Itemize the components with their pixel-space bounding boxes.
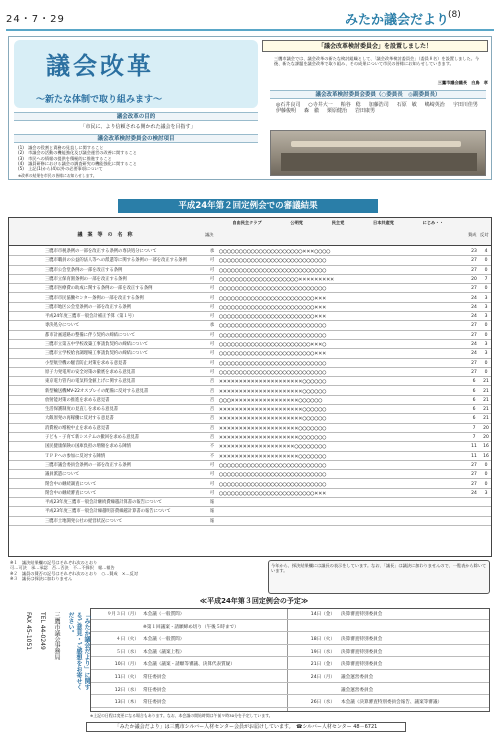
yes-count: 20: [471, 276, 477, 282]
member-votes: ○○○○○○○○○○○○○○○○○○○○○○○○×××: [219, 303, 327, 311]
member-votes: ×××××××××××××××××××××○○○○○○: [219, 406, 327, 414]
members-heading: 議会改革検討委員会委員（○委員長 ◎副委員長）: [270, 90, 486, 99]
member-votes: ○○○×××××××××××××××××○○○○○○: [219, 396, 323, 404]
resolution-mark: 否: [209, 425, 215, 431]
schedule-event: 常任委員会: [143, 675, 166, 680]
schedule-date: 13日（木）: [114, 700, 139, 706]
schedule-event: 議会運営委員会: [341, 675, 374, 680]
resolution-mark: 可: [209, 267, 215, 273]
member-votes: ××××××××××××××××××××○○○○○○○: [219, 424, 327, 432]
voting-row: [9, 507, 491, 516]
yes-count: 24: [471, 342, 477, 347]
voting-row: [9, 470, 491, 479]
items-list-item: (1) 議会の役割と責務の見直しに関すること: [18, 145, 104, 150]
yes-count: 27: [471, 462, 477, 468]
items-note: ※改革の結果を市民の皆様にお知らせします。: [18, 173, 97, 178]
resolution-mark: 否: [209, 416, 215, 422]
party-headers: [218, 220, 458, 225]
voting-row: [9, 387, 491, 396]
committee-announcement-title: 「議会改革検討委員会」を設置しました！: [262, 40, 488, 52]
schedule-row: [91, 699, 489, 708]
items-heading: 議会改革検討委員会の検討項目: [14, 134, 258, 143]
resolution-mark: 不: [209, 444, 215, 450]
member-votes: ○○○○○○○○○○○○○○○○○○○○○○○×××○: [219, 341, 327, 348]
contact-panel: [22, 612, 90, 694]
page-number: (8): [448, 10, 461, 20]
member-name: 加藤浩司: [368, 102, 389, 108]
member-votes: ○○○○○○○○○○○○○○○○○○○○○○○○○○○: [219, 359, 327, 367]
member-votes: ○○○○○○○○○○○○○○○○○○○○○○○○×××: [219, 313, 327, 321]
no-count: 20: [483, 425, 489, 431]
committee-announcement-body: 三鷹市議会では、議会改革の新たな検討組織として、「議会改革検討委員会」（委員８名）を設置しました。今後、新たな課題を議会改革で取り組み、その成果について市民の皆様にお知らせしていきます。: [274, 56, 480, 67]
yes-count: 6: [472, 407, 476, 413]
bill-name: 東京電力管内の電気料金値上げに関する意見書: [45, 379, 136, 385]
party-label: 日本共産党: [373, 220, 394, 225]
voting-row: [9, 442, 491, 451]
yes-count: 7: [472, 435, 476, 440]
voting-row: [9, 321, 491, 330]
no-count: 0: [484, 323, 488, 329]
schedule-row: [91, 624, 489, 633]
voting-row: [9, 414, 491, 423]
voting-row: [9, 256, 491, 265]
no-count: 0: [484, 472, 488, 478]
voting-row: [9, 424, 491, 433]
no-count: 3: [484, 351, 488, 357]
bill-name: ＴＰＰへの参加に反対する陳情: [45, 453, 106, 459]
schedule-event: 本会議（議案・請願等審議、決算代表質疑）: [143, 662, 235, 668]
member-votes: ○○○○○○○○○○○○○○○○○○○○○○○○○○○: [219, 257, 327, 265]
voting-row: [9, 433, 491, 442]
voting-row: [9, 461, 491, 470]
yes-count: 24: [471, 490, 477, 496]
no-count: 0: [484, 267, 488, 273]
member-votes: ×××××××××××××××××××××○○○○○○: [219, 415, 327, 423]
bill-name: 三鷹市市民協働センター条例の一部を改正する条例: [45, 295, 144, 301]
member-votes: ○○○○○○○○○○○○○○○○○○○○○○○○○○○: [219, 331, 327, 339]
schedule-event: 本会議（一般質問）: [143, 612, 185, 617]
items-list-item: (3) 市民への情報の提供を積極的に推進すること: [18, 155, 112, 161]
party-label: 民主党: [331, 220, 345, 225]
schedule-row: [91, 649, 489, 658]
schedule-date: 24日（月）: [310, 675, 335, 680]
yes-count: 27: [471, 332, 477, 338]
legend-line: ※１ 議決結果欄の記号はそれぞれ次のとおり: [10, 560, 98, 565]
resolution-mark: 可: [209, 481, 215, 487]
voting-row: [9, 349, 491, 358]
bill-name: 子ども・子育て新システムの撤回を求める意見書: [45, 435, 140, 440]
bill-name: 閉会中の継続審査について: [45, 490, 97, 496]
bill-name: 三鷹市医療費の助成に関する条例の一部を改正する条例: [45, 286, 153, 292]
no-count: 0: [484, 462, 488, 468]
member-votes: ○○○○○○○○○○○○○○○○○○○○○○○○○○○: [219, 285, 327, 293]
schedule-row: [91, 661, 489, 670]
member-votes: ○○○○○○○○○○○○○○○○○○○○○○○○×××: [219, 489, 327, 497]
resolution-mark: 可: [209, 351, 215, 357]
voting-row: [9, 331, 491, 340]
schedule-event: 議会運営委員会: [341, 687, 374, 693]
no-count: 0: [484, 481, 488, 487]
schedule-event: 本会議（決算審査特別委員会報告、議案等審議）: [341, 700, 443, 706]
no-count: 20: [483, 435, 489, 440]
resolution-mark: 可: [209, 258, 215, 264]
resolution-mark: 報: [209, 509, 215, 515]
members-list: [276, 102, 486, 115]
member-name: 粕谷 稔: [340, 102, 361, 108]
no-count: 7: [484, 276, 488, 282]
voting-row: [9, 312, 491, 321]
bill-name: 三鷹市市税条例の一部を改正する条例の専決処分について: [45, 249, 157, 254]
yes-count: 6: [472, 397, 476, 403]
resolution-mark: 否: [209, 407, 215, 413]
no-count: 0: [484, 360, 488, 366]
no-count: 21: [483, 388, 489, 394]
yes-count: 27: [471, 258, 477, 264]
no-count: 21: [483, 416, 489, 422]
voting-row: [9, 266, 491, 275]
bill-name: 都市計画道路の整備に伴う契約の締結について: [45, 332, 136, 338]
voting-row: [9, 284, 491, 293]
bill-name: 新型輸送機MV-22オスプレイの配備に反対する意見書: [45, 388, 149, 394]
schedule-date: ９月３日（月）: [106, 612, 139, 617]
no-count: 3: [484, 304, 488, 310]
yes-count: 7: [472, 425, 476, 431]
schedule-event: 本会議（議案上程）: [143, 649, 185, 655]
voting-row: [9, 405, 491, 414]
bill-name: 閉会中の継続調査について: [45, 481, 97, 487]
member-votes: ××××××××××××××××××××○○○○○○○: [219, 434, 327, 441]
no-count: 3: [484, 295, 488, 301]
resolution-mark: 可: [209, 286, 215, 292]
member-name: 嶋崎英治: [424, 102, 445, 108]
bill-name: 平成24年度三鷹市一般会計補正予算（第１号）: [45, 314, 137, 320]
schedule-row: [91, 687, 489, 696]
bill-name: 三鷹市地区公会堂条例の一部を改正する条例: [45, 304, 131, 310]
member-name: ◎石井良司: [276, 102, 301, 108]
member-votes: ○○○○○○○○○○○○○○○○○○○○×××××××××: [219, 275, 335, 283]
yes-count: 6: [472, 416, 476, 422]
schedule-title: ≪平成24年第３回定例会の予定≫: [199, 597, 309, 605]
resolution-mark: 可: [209, 369, 215, 375]
yes-count: 27: [471, 267, 477, 273]
bill-name: 三鷹市議会委員会条例の一部を改正する条例: [45, 462, 131, 468]
bill-name: 消費税の増税中止を求める意見書: [45, 425, 110, 431]
bill-name: 三鷹市立第五中学校改築工事請負契約の締結について: [45, 342, 149, 347]
voting-callout: 今年から、採決結果欄には議長の表示をしています。なお、「議長」は議決に加わりませんので、一覧表から除いています。: [268, 560, 490, 594]
bill-name: 議員派遣について: [45, 472, 80, 478]
voting-row: [9, 359, 491, 368]
party-label: 公明党: [290, 220, 303, 225]
schedule-row: [91, 636, 489, 645]
resolution-mark: 承: [209, 249, 215, 254]
member-votes: ○○○○○○○○○○○○○○○○○○○○○○○○×××: [219, 294, 327, 302]
schedule-row: [91, 611, 489, 620]
resolution-mark: 可: [209, 304, 215, 310]
yes-count: 27: [471, 286, 477, 292]
chair-signature: 三鷹市議会議長 白鳥 孝: [437, 80, 488, 85]
resolution-mark: 否: [209, 435, 215, 440]
resolution-mark: 可: [209, 332, 215, 338]
voting-row: [9, 377, 491, 386]
resolution-mark: 承: [209, 323, 215, 329]
bill-name: 三鷹市職員の公益的法人等への派遣等に関する条例の一部を改正する条例: [45, 258, 187, 264]
schedule-date: 26日（水）: [310, 700, 335, 706]
yes-count: 24: [471, 304, 477, 310]
member-votes: ○○○○○○○○○○○○○○○○○○○○○○○○×××: [219, 350, 327, 358]
resolution-header: 議決: [205, 232, 214, 237]
voting-legend: [10, 560, 280, 581]
no-count: 16: [483, 444, 489, 450]
bill-name: 平成23年度三鷹市一般会計繰越明許費繰越計算書の報告について: [45, 509, 171, 515]
voting-row: [9, 340, 491, 349]
schedule-note: ※上記の日程は変更になる場合もあります。なお、本会議の開始時間は午前９時30分を予定しています。: [90, 713, 273, 718]
no-count: 21: [483, 407, 489, 413]
items-list-item: (4) 議員研修における議会の調査研究の機能強化に関すること: [18, 160, 137, 166]
voting-row: [9, 517, 491, 526]
schedule-date: 14日（金）: [310, 612, 335, 617]
bill-name: 原子力発電所の安全対策の徹底を求める意見書: [45, 369, 136, 375]
schedule-event: 常任委員会: [143, 700, 166, 706]
member-name: 岩田康男: [355, 108, 376, 115]
no-count: 0: [484, 286, 488, 292]
resolution-mark: 可: [209, 342, 215, 347]
bill-name-header: 議 案 等 の 名 称: [77, 232, 133, 238]
member-votes: ○○○○○○○○○○○○○○○○○○○○○○○○○○○: [219, 266, 327, 274]
member-votes: ××××××××××××××××××××○○○○○○○: [219, 452, 327, 460]
voting-row: [9, 368, 491, 377]
no-count: 0: [484, 332, 488, 338]
committee-meeting-photo: [270, 130, 486, 176]
legend-line: ※２ 議員の賛否の記号はそれぞれ次のとおり ○…賛成 ×…反対: [10, 570, 138, 576]
member-votes: ×××××××××××××××××××××○○○○○○: [219, 378, 327, 386]
voting-row: [9, 294, 491, 303]
no-count: 3: [484, 342, 488, 347]
no-count: 4: [484, 249, 488, 254]
schedule-event: 決算審査特別委員会: [341, 637, 383, 643]
no-count: 0: [484, 258, 488, 264]
party-label: にじみ・・: [422, 220, 444, 225]
purpose-text: 「市民に、より信頼される開かれた議会を目指す」: [80, 124, 196, 130]
yes-count: 11: [471, 453, 477, 459]
yes-count: 27: [471, 481, 477, 487]
no-count: 21: [483, 379, 489, 385]
yes-count: 23: [471, 249, 477, 254]
bill-name: 三鷹市立学校給食調理場工事請負契約の締結について: [45, 351, 149, 357]
member-votes: ○○○○○○○○○○○○○○○○○○○○○○○○○○○: [219, 480, 327, 488]
resolution-mark: 可: [209, 462, 215, 468]
contact-tel: TEL 44-0249: [39, 612, 46, 650]
member-name: 宇田川佳男: [452, 102, 478, 108]
schedule-row: [91, 674, 489, 683]
schedule-date: 10日（月）: [114, 662, 139, 668]
yes-count: 24: [471, 314, 477, 320]
issue-date: 24・7・29: [6, 14, 65, 25]
member-name: ○寺井大一: [308, 102, 333, 108]
resolution-mark: 報: [209, 500, 215, 506]
contact-fax: FAX 45-1051: [25, 612, 32, 651]
member-votes: ×××××××××××××××××××××○○○○○○: [219, 387, 327, 395]
schedule-event: 決算審査特別委員会: [341, 612, 383, 617]
schedule-date: ４日（火）: [116, 637, 139, 643]
yes-count: 24: [471, 295, 477, 301]
resolution-mark: 可: [209, 472, 215, 478]
schedule-date: ５日（水）: [116, 649, 139, 655]
distribution-footer: 「みたか議会だより」は三鷹市シルバー人材センター会員がお届けしています。 ☎シルバー人材センター 48－6721: [86, 722, 406, 732]
resolution-mark: 否: [209, 388, 215, 394]
member-votes: ○○○○○○○○○○○○○○○○○○○○○○○○○○○: [219, 368, 327, 376]
voting-row: [9, 396, 491, 405]
voting-row: [9, 480, 491, 489]
yes-count: 6: [472, 379, 476, 385]
resolution-mark: 可: [209, 314, 215, 320]
voting-row: [9, 489, 491, 498]
resolution-mark: 可: [209, 276, 215, 282]
yes-count: 27: [471, 323, 477, 329]
bill-name: 小型航空機の騒音防止対策を求める意見書: [45, 360, 127, 366]
resolution-mark: 可: [209, 295, 215, 301]
reform-subtitle: ～新たな体制で取り組みます～: [36, 95, 163, 105]
bill-name: 大飯原発の再稼働に反対する意見書: [45, 416, 114, 422]
no-count: 21: [483, 397, 489, 403]
member-votes: ×××××××××××××××××××○○○○○○○○: [219, 443, 327, 451]
member-name: 石原 敏: [396, 102, 417, 108]
party-label: 自由民主クラブ: [232, 220, 262, 225]
bill-name: 三鷹市公会堂条例の一部を改正する条例: [45, 267, 123, 273]
no-count: 0: [484, 369, 488, 375]
items-list-item: (2) 市議会の活動の機能強化及び議会運営の改善に関すること: [18, 150, 137, 156]
items-list: [18, 145, 258, 171]
yes-count: 27: [471, 360, 477, 366]
schedule-date: 18日（火）: [310, 637, 335, 643]
schedule-date: 11日（火）: [114, 675, 139, 680]
contact-title: 「みたか議会だより」に関するご意見・ご感想をお寄せください。: [67, 612, 90, 690]
yes-count: 27: [471, 472, 477, 478]
legend-line: ※３ 議長は採決に加わりません: [10, 575, 73, 581]
yes-count: 24: [471, 351, 477, 357]
member-name: 伊藤俊明: [276, 108, 297, 115]
no-count: 3: [484, 314, 488, 320]
contact-org: 三鷹市議会事務局: [53, 612, 60, 660]
reform-title: 議会改革: [46, 51, 154, 80]
bill-name: 生活保護制度の見直しを求める意見書: [45, 407, 119, 413]
yes-count-header: 賛成: [468, 232, 477, 237]
voting-row: [9, 452, 491, 461]
schedule-event: 決算審査特別委員会: [341, 662, 383, 668]
bill-name: 三鷹市土地開発公社の経営状況について: [45, 518, 123, 524]
legend-line: 可…可決 承…承認 否…否決 不…不採択 報…報告: [10, 565, 115, 571]
header-rule: [6, 29, 494, 31]
bill-name: 三鷹市立保育園条例の一部を改正する条例: [45, 276, 127, 282]
resolution-mark: 否: [209, 379, 215, 385]
schedule-date: 12日（水）: [114, 687, 139, 693]
member-votes: ○○○○○○○○○○○○○○○○○○○○○×××○○○○: [219, 248, 331, 255]
no-count-header: 反対: [480, 232, 489, 237]
bill-name: 放射能対策の推進を求める意見書: [45, 397, 110, 403]
resolution-mark: 不: [209, 453, 215, 459]
voting-row: [9, 498, 491, 507]
schedule-event: 決算審査特別委員会: [341, 649, 383, 655]
member-name: 森 徹: [304, 108, 320, 115]
schedule-event: ※第１回議案・請願締め切り（午後５時まで）: [143, 624, 239, 630]
member-votes: ○○○○○○○○○○○○○○○○○○○○○○○○○○○: [219, 322, 327, 330]
no-count: 3: [484, 490, 488, 496]
resolution-mark: 報: [209, 518, 215, 524]
yes-count: 27: [471, 369, 477, 375]
member-votes: ○○○○○○○○○○○○○○○○○○○○○○○○○○○: [219, 471, 327, 479]
yes-count: 6: [472, 388, 476, 394]
voting-row: [9, 303, 491, 312]
bill-name: 専決処分について: [45, 323, 80, 329]
resolution-mark: 可: [209, 360, 215, 366]
member-name: 栗原健治: [327, 108, 348, 115]
member-votes: ○○○○○○○○○○○○○○○○○○○○○○○○○○○: [219, 461, 327, 469]
resolution-mark: 否: [209, 397, 215, 403]
bill-name: 国民健康保険の国庫負担の増額を求める陳情: [45, 444, 131, 450]
voting-results-title: 平成24年第２回定例会での審議結果: [118, 199, 378, 213]
no-count: 16: [483, 453, 489, 459]
items-list-item: (5) 上記(1)から(4)以外の必要事項について: [18, 166, 103, 171]
schedule-table: [90, 608, 490, 712]
schedule-date: 21日（金）: [310, 662, 335, 668]
schedule-date: 19日（水）: [310, 649, 335, 655]
bill-name: 平成23年度三鷹市一般会計継続費繰越計算書の報告について: [45, 500, 163, 506]
yes-count: 11: [471, 444, 477, 450]
schedule-event: 本会議（一般質問）: [143, 637, 185, 643]
resolution-mark: 可: [209, 490, 215, 496]
voting-row: [9, 247, 491, 256]
purpose-heading: 議会改革の目的: [14, 112, 258, 121]
voting-row: [9, 275, 491, 284]
newsletter-brand: みたか議会だより: [345, 13, 450, 28]
schedule-event: 常任委員会: [143, 687, 166, 693]
